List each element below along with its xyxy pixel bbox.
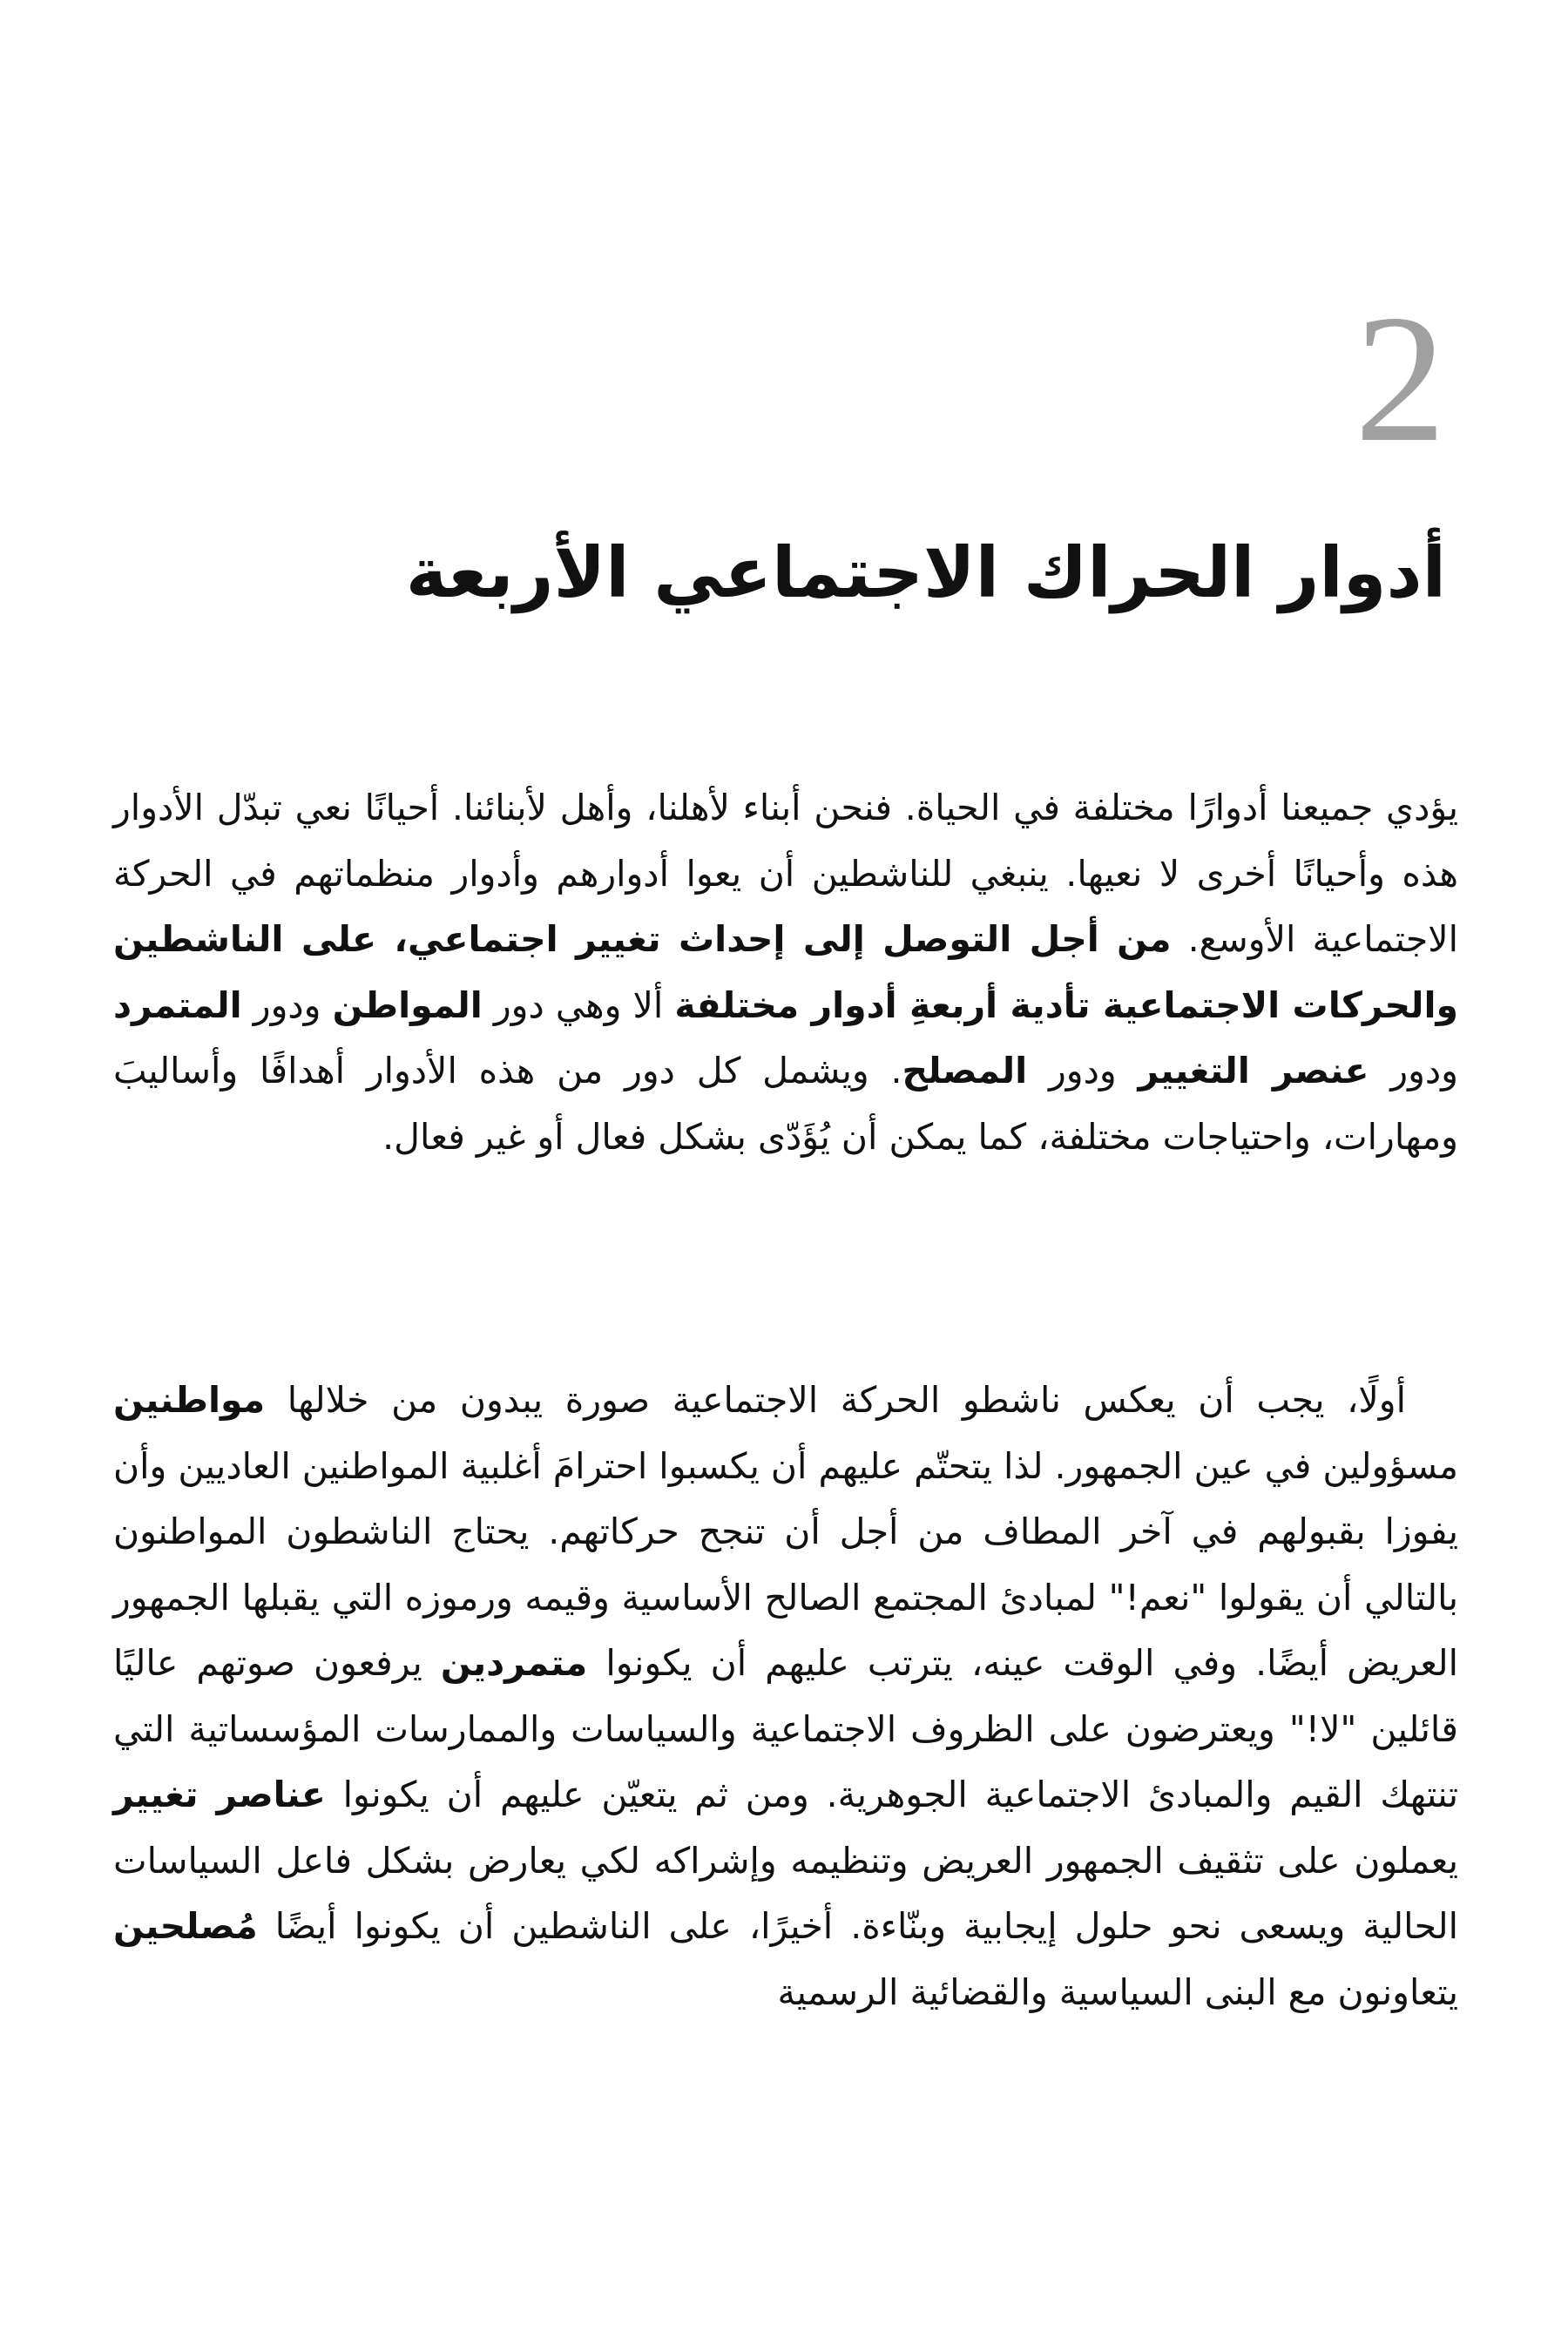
role-rebel: المتمرد — [113, 983, 242, 1026]
roles-paragraph — [113, 1368, 1458, 2025]
role-change-agent: عنصر التغيير — [1138, 1050, 1369, 1092]
roles-text-4: يعملون على تثقيف الجمهور العريض وتنظيمه وإشراكه لكي يعارض بشكل فاعل السياسات الحالية ويسعى نحو حلول إيجابية وبنّاءة. أخيرًا، على الناشطين أن يكونوا أيضًا — [113, 1839, 1458, 1947]
intro-text-6: . ويشمل كل دور من هذه الأدوار أهدافًا وأساليبَ ومهارات، واحتياجات مختلفة، كما يمكن أن يُؤَدّى بشكل فعال أو غير فعال. — [113, 1050, 1458, 1158]
term-reformers: مُصلحين — [113, 1905, 258, 1947]
role-reformer: المصلح — [902, 1050, 1028, 1092]
roles-text-1: أولًا، يجب أن يعكس ناشطو الحركة الاجتماعية صورة يبدون من خلالها — [265, 1379, 1406, 1421]
intro-text-1: يؤدي جميعنا أدوارًا مختلفة في الحياة. فنحن أبناء لأهلنا، وأهل لأبنائنا. أحيانًا نعي تبدّل الأدوار هذه وأحيانًا أخرى لا نعيها. ينبغي للناشطين أن يعوا أدوارهم وأدوار منظماتهم في الحركة الاجتماعية الأوسع. — [113, 787, 1458, 960]
term-change-agents: عناصر تغيير — [113, 1774, 326, 1815]
chapter-title: أدوار الحراك الاجتماعي الأربعة — [405, 532, 1446, 613]
term-rebels: متمردين — [440, 1642, 588, 1684]
term-citizens: مواطنين — [113, 1379, 266, 1421]
chapter-number: 2 — [1355, 278, 1446, 480]
roles-text-5: يتعاونون مع البنى السياسية والقضائية الرسمية — [777, 1970, 1458, 2013]
intro-text-2: ألا وهي دور — [482, 983, 675, 1026]
intro-text-4: ودور — [1369, 1050, 1458, 1092]
roles-text-2: مسؤولين في عين الجمهور. لذا يتحتّم عليهم أن يكسبوا احترامَ أغلبية المواطنين العاديين وأن يفوزا بقبولهم في آخر المطاف من أجل أن تنجح حركاتهم. يحتاج الناشطون المواطنون بالتالي أن يقولوا "نعم!" لمبادئ المجتمع الصالح الأساسية وقيمه ورموزه التي يقبلها الجمهور العريض أيضًا. وفي الوقت عينه، يترتب عليهم أن يكونوا — [113, 1444, 1459, 1684]
intro-bold-statement: من أجل التوصل إلى إحداث تغيير اجتماعي، على الناشطين والحركات الاجتماعية تأدية أربعةِ أدوار مختلفة — [113, 918, 1458, 1026]
roles-text-3: يرفعون صوتهم عاليًا قائلين "لا!" ويعترضون على الظروف الاجتماعية والسياسات والممارسات المؤسساتية التي تنتهك القيم والمبادئ الاجتماعية الجوهرية. ومن ثم يتعيّن عليهم أن يكونوا — [113, 1642, 1458, 1815]
intro-text-5: ودور — [1027, 1050, 1139, 1092]
role-citizen: المواطن — [332, 983, 483, 1026]
intro-text-3: ودور — [241, 983, 333, 1026]
intro-paragraph — [113, 775, 1458, 1170]
